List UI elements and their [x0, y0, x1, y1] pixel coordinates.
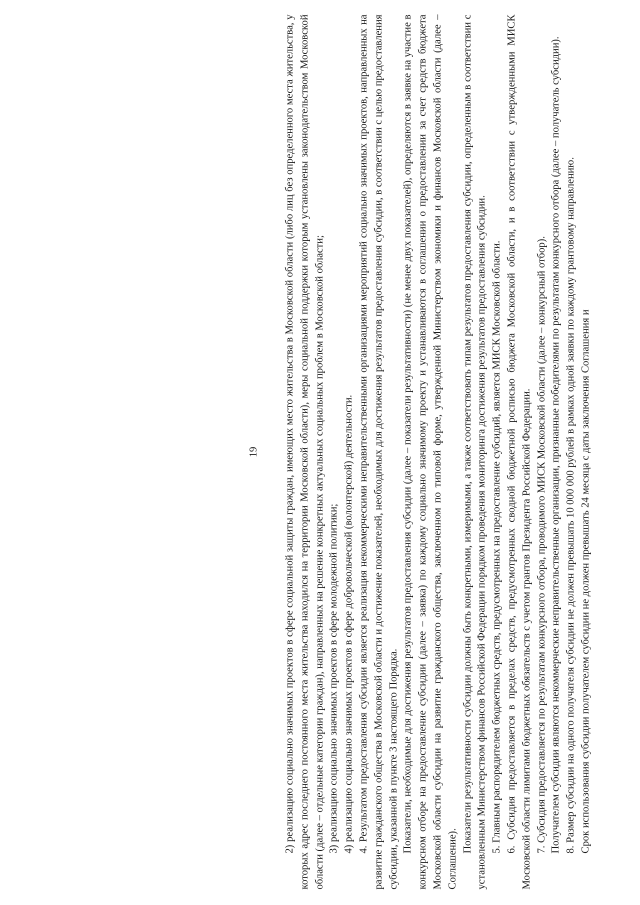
paragraph: 7. Субсидия предоставляется по результатам конкурсного отбора, проводимого МИСК Московской области (далее – конкурсный отбор). [536, 236, 548, 854]
paragraph: 2) реализацию социально значимых проектов в сфере социальной защиты граждан, имеющих место жительства в Московской области (либо лиц без определенного места жительства, у которых адрес последнего постоянного места жительства находился на территории Московской области), меры социальной поддержки которым установлены законодательством Московской области (далее – отдельные категории граждан), направленных на решение конкретных актуальных социальных проблем в Московской области; [284, 14, 326, 890]
paragraph: Показатели результативности субсидии должны быть конкретными, измеримыми, а также соответствовать типам результатов предоставления субсидии, определенным в соответствии с установленным Министерством финансов Российской Федерации порядком проведения мониторинга достижения результатов предоставления субсидии. [462, 14, 488, 890]
paragraph: Срок использования субсидии получателем субсидии не должен превышать 24 месяца с даты заключения Соглашения и [580, 309, 592, 854]
paragraph: 5. Главным распорядителем бюджетных средств, предусмотренных на предоставление субсидий, является МИСК Московской области. [491, 240, 503, 854]
paragraph: Показатели, необходимые для достижения результатов предоставления субсидии (далее – показатели результативности) (не менее двух показателей), определяются в заявке на участие в конкурсном отборе на предоставление субсидии (далее – заявка) по каждому социально значимому проекту и устанавливаются в соглашении о предоставлении за счет средств бюджета Московской области субсидии на развитие гражданского общества, заключенном по типовой форме, утвержденной Министерством экономики и финансов Московской области (далее – Соглашение). [402, 14, 459, 890]
paragraph: Получателем субсидии являются некоммерческие неправительственные организации, признанные победителями по результатам конкурсного отбора (далее – получатель субсидии). [550, 36, 562, 854]
paragraph: 8. Размер субсидии на одного получателя субсидии не должен превышать 10 000 000 рублей в рамках одной заявки по каждому грантовому направлению. [565, 157, 577, 854]
paragraph: 3) реализацию социально значимых проектов в сфере молодежной политики; [328, 503, 340, 854]
page-number: 19 [248, 446, 260, 458]
document-body [284, 15, 595, 890]
paragraph: 6. Субсидия предоставляется в пределах средств, предусмотренных сводной бюджетной росписью бюджета Московской области, и в соответствии с утвержденными МИСК Московской области лимитами бюджетных обязательств с учетом грантов Президента Российской Федерации. [506, 14, 533, 890]
paragraph: 4) реализацию социально значимых проектов в сфере добровольческой (волонтерской) деятельности. [343, 394, 355, 854]
paragraph: 4. Результатом предоставления субсидии является реализация некоммерческими неправительственными организациями мероприятий социально значимых проектов, направленных на развитие гражданского общества в Московской области и достижение показателей, необходимых для достижения результатов предоставления субсидии, в соответствии с целью предоставления субсидии, указанной в пункте 3 настоящего Порядка. [358, 14, 400, 890]
rotated-text-block [248, 15, 640, 890]
